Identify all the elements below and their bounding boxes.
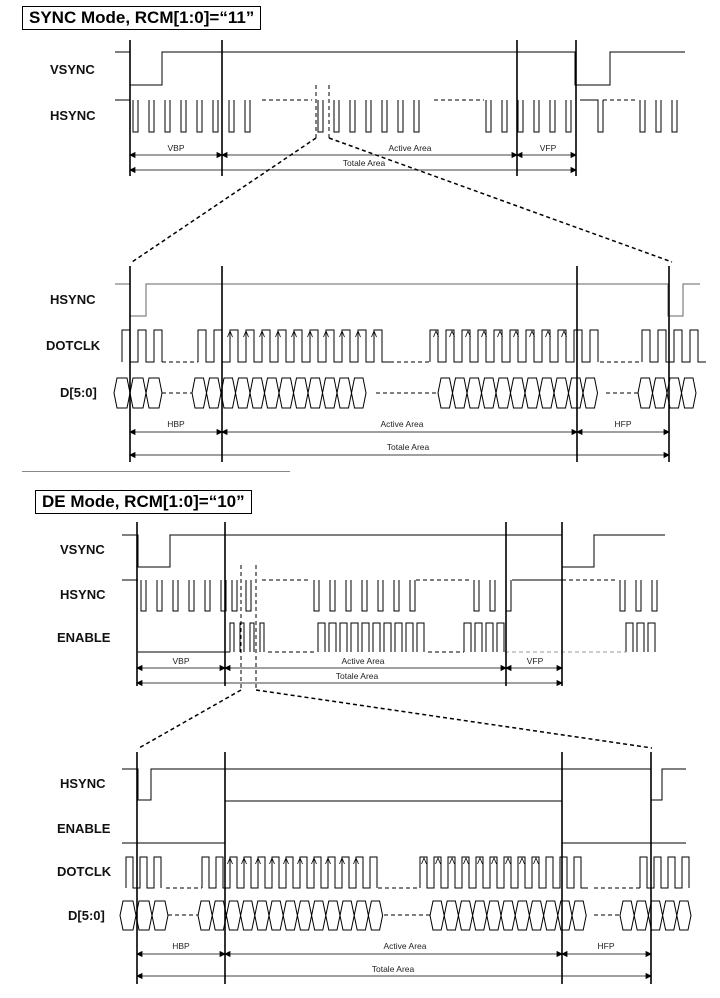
active-area-label-2: Active Area	[380, 419, 424, 429]
dotclk-1-b	[198, 330, 390, 362]
dotclk-2c-arrow	[422, 858, 427, 864]
signal-label-vsync-1: VSYNC	[50, 62, 95, 77]
dotclk-1-d	[642, 330, 706, 362]
dotclk-2c-arrow	[520, 858, 525, 864]
hsync-1-pulse-d	[580, 100, 603, 132]
total-area-label-1: Totale Area	[342, 158, 386, 168]
hfp-label-1: HFP	[614, 419, 632, 429]
total-area-label-2: Totale Area	[386, 442, 430, 452]
hbp-label-2: HBP	[172, 941, 190, 951]
dotclk-2-d	[640, 857, 689, 888]
dotclk-2c-arrow	[436, 858, 441, 864]
signal-label-hsync-3: HSYNC	[60, 587, 106, 602]
hsync-1-pulses-c	[486, 100, 571, 132]
zoom-line-left-2	[139, 690, 241, 748]
hsync-3-pulses-e	[620, 580, 657, 611]
vsync-2-wave	[122, 535, 665, 567]
zoom-line-right-1	[329, 138, 672, 262]
active-area-label-1: Active Area	[388, 143, 432, 153]
zoom-line-left-1	[132, 138, 316, 262]
dotclk-2c-arrow	[506, 858, 511, 864]
total-area-label-3: Totale Area	[335, 671, 379, 681]
dotclk-2-a	[126, 857, 161, 888]
dotclk-2c-arrow	[492, 858, 497, 864]
data-1-a	[114, 378, 162, 408]
signal-label-enable-2: ENABLE	[57, 821, 111, 836]
signal-label-hsync-1: HSYNC	[50, 108, 96, 123]
dotclk-2c-arrow	[478, 858, 483, 864]
signal-label-enable-1: ENABLE	[57, 630, 111, 645]
total-area-label-4: Totale Area	[371, 964, 415, 974]
enable-2-wave	[122, 801, 686, 843]
de-mode-title: DE Mode, RCM[1:0]=“10”	[35, 490, 252, 514]
enable-1-pulses-b	[318, 623, 424, 652]
dotclk-2c-arrow	[534, 858, 539, 864]
data-2-d	[620, 901, 691, 930]
hsync-3-pulses-c	[314, 580, 415, 611]
hsync-1-pulses-b	[318, 100, 419, 132]
signal-label-hsync-4: HSYNC	[60, 776, 106, 791]
hsync-4-wave	[122, 769, 686, 800]
signal-label-data-2: D[5:0]	[68, 908, 105, 923]
signal-label-data-1: D[5:0]	[60, 385, 97, 400]
hsync-1-pulses-e	[640, 100, 677, 132]
sync-mode-title: SYNC Mode, RCM[1:0]=“11”	[22, 6, 261, 30]
vbp-label-1: VBP	[167, 143, 185, 153]
data-1-d	[638, 378, 696, 408]
active-area-label-4: Active Area	[383, 941, 427, 951]
active-area-label-3: Active Area	[341, 656, 385, 666]
zoom-line-right-2	[256, 690, 652, 748]
signal-label-hsync-2: HSYNC	[50, 292, 96, 307]
signal-label-dotclk-1: DOTCLK	[46, 338, 101, 353]
signal-label-vsync-2: VSYNC	[60, 542, 105, 557]
hbp-label-1: HBP	[167, 419, 185, 429]
vfp-label-2: VFP	[526, 656, 544, 666]
hsync-2-wave	[115, 284, 700, 316]
vsync-1-wave	[115, 52, 685, 85]
dotclk-2c-arrow	[450, 858, 455, 864]
enable-1-pulses-a	[230, 623, 264, 652]
hsync-1-pulses-a	[133, 100, 250, 132]
enable-1-pulses-c	[464, 623, 504, 652]
enable-1-pulses-d	[626, 623, 655, 652]
vbp-label-2: VBP	[172, 656, 190, 666]
hsync-3-pulses-a	[141, 580, 226, 611]
vfp-label-1: VFP	[539, 143, 557, 153]
signal-label-dotclk-2: DOTCLK	[57, 864, 112, 879]
data-1-b	[192, 378, 366, 408]
data-1-c	[438, 378, 598, 408]
data-2-a	[120, 901, 168, 930]
hfp-label-2: HFP	[597, 941, 615, 951]
dotclk-2c-arrow	[464, 858, 469, 864]
dotclk-1-a	[122, 330, 162, 362]
